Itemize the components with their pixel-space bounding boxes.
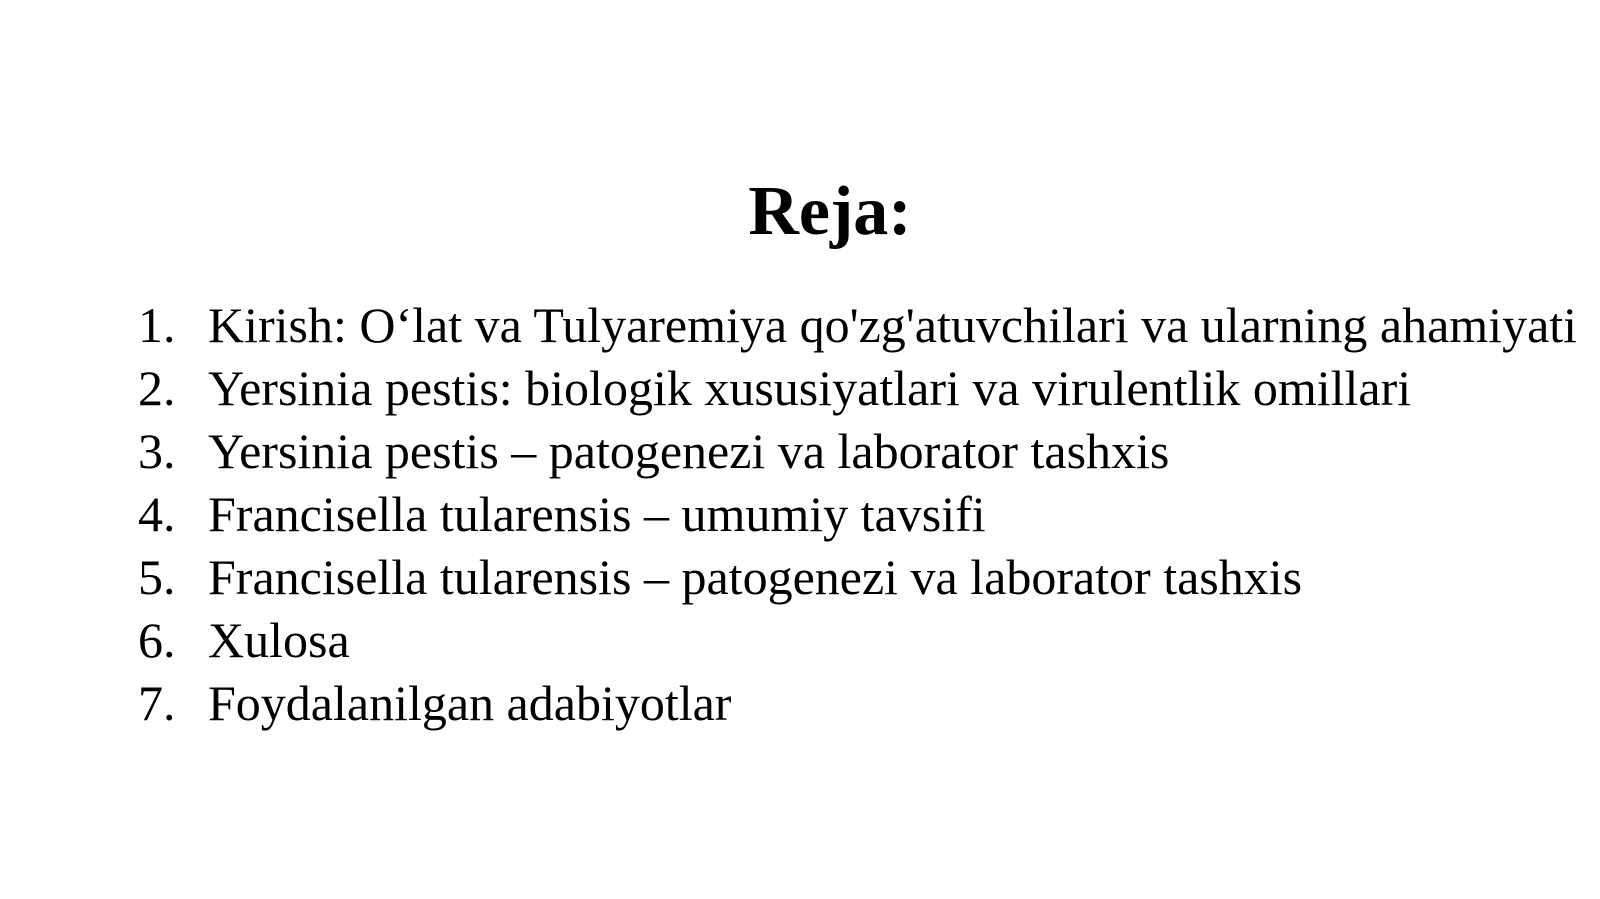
list-item [138,609,1578,672]
list-item [138,483,1578,546]
list-item-number: 6. [138,612,176,668]
list-item-text: Kirish: O‘lat va Tulyaremiya qo'zg'atuvchilari va ularning ahamiyati [208,297,1578,353]
list-item-text: Yersinia pestis: biologik xususiyatlari va virulentlik omillari [208,360,1412,416]
list-item-number: 3. [138,423,176,479]
list-item-number: 4. [138,486,176,542]
list-item-number: 5. [138,549,176,605]
plan-list [138,294,1578,735]
list-item-text: Francisella tularensis – umumiy tavsifi [208,486,986,542]
list-item [138,672,1578,735]
list-item [138,294,1578,357]
list-item-text: Francisella tularensis – patogenezi va laborator tashxis [208,549,1303,605]
list-item-number: 2. [138,360,176,416]
slide-title: Reja: [748,173,912,250]
list-item-text: Yersinia pestis – patogenezi va laborator tashxis [208,423,1170,479]
list-item [138,546,1578,609]
list-item-number: 7. [138,675,176,731]
list-item [138,357,1578,420]
list-item-text: Foydalanilgan adabiyotlar [208,675,732,731]
list-item-text: Xulosa [208,612,350,668]
list-item-number: 1. [138,297,176,353]
list-item [138,420,1578,483]
